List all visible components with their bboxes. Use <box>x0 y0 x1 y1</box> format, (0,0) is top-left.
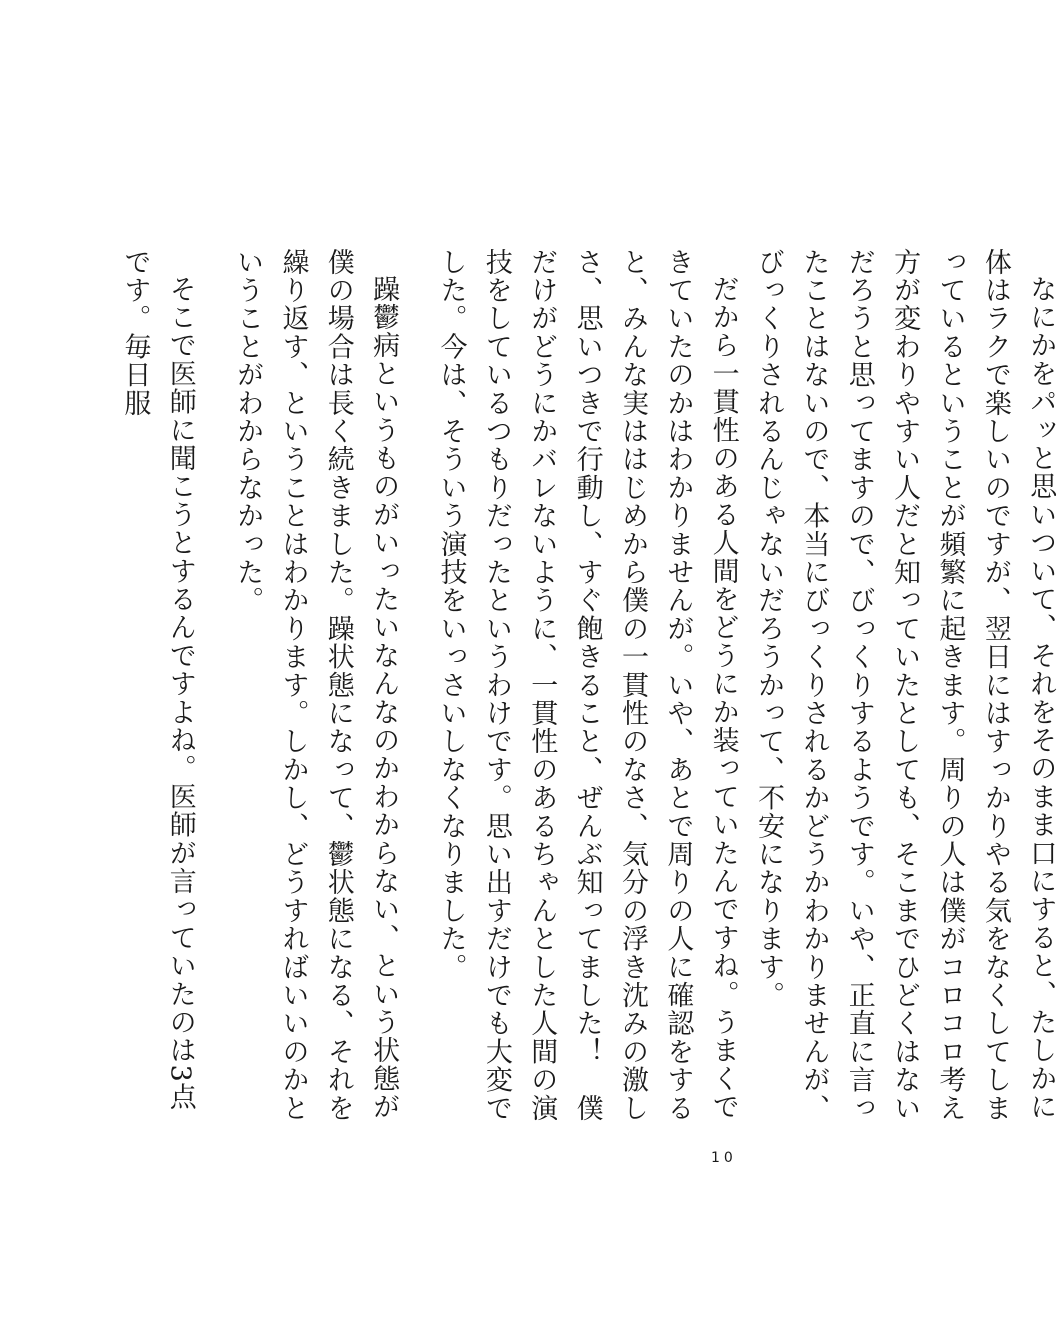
paragraph-2: だから一貫性のある人間をどうにか装っていたんですね。うまくできていたのかはわかりませんが。いや、あとで周りの人に確認をすると、みんな実ははじめから僕の一貫性のなさ、気分の浮き沈みの激しさ、思いつきで行動し、すぐ飽きること、ぜんぶ知ってました！ 僕だけがどうにかバレないように、一貫性のあるちゃんとした人間の演技をしているつもりだったというわけです。思い出すだけでも大変でした。今は、そういう演技をいっさいしなくなりました。 <box>435 248 739 1123</box>
page-body <box>112 248 1057 1128</box>
vertical-text-block <box>112 248 1063 1128</box>
page-number: 10 <box>711 1150 737 1166</box>
paragraph-1: なにかをパッと思いついて、それをそのまま口にすると、たしかに体はラクで楽しいのですが、翌日にはすっかりやる気をなくしてしまっているということが頻繁に起きます。周りの人は僕がコロコロ考え方が変わりやすい人だと知っていたとしても、そこまでひどくはないだろうと思ってますので、びっくりするようです。いや、正直に言ったことはないので、本当にびっくりされるかどうかわかりませんが、びっくりされるんじゃないだろうかって、不安になります。 <box>753 248 1057 1123</box>
paragraph-4: そこで医師に聞こうとするんですよね。医師が言っていたのは3点です。毎日服 <box>119 248 196 1112</box>
paragraph-3: 躁鬱病というものがいったいなんなのかわからない、という状態が僕の場合は長く続きました。躁状態になって、鬱状態になる、それを繰り返す、ということはわかります。しかし、どうすればいいのかということがわからなかった。 <box>232 248 400 1123</box>
